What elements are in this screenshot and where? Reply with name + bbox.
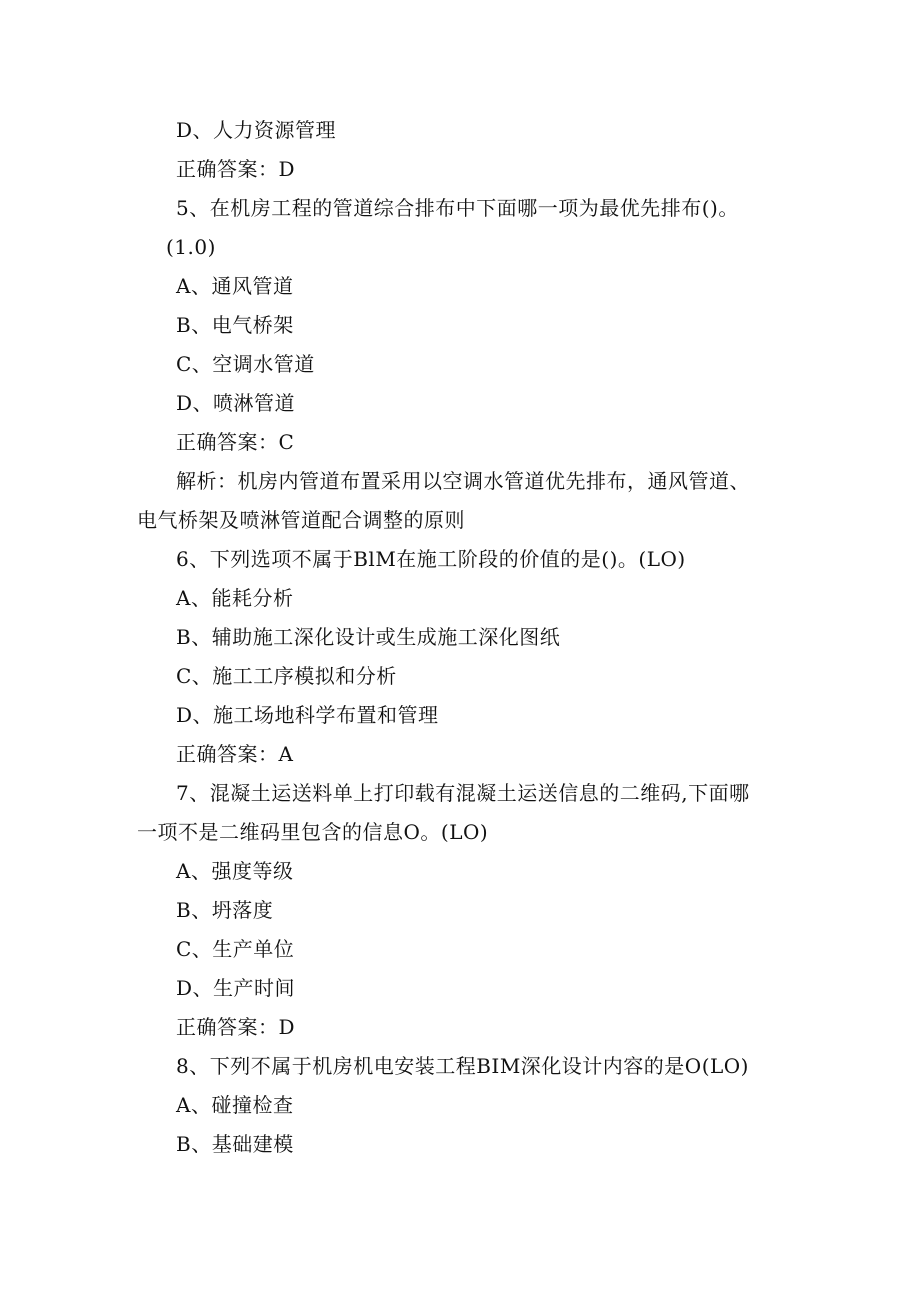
option-d-q7: D、生产时间 [176,976,296,1000]
option-b-q8: B、基础建模 [176,1132,294,1156]
option-a-q5: A、通风管道 [176,274,294,298]
option-a-q7: A、强度等级 [176,859,294,883]
option-c-q5: C、空调水管道 [176,352,315,376]
answer-q4: 正确答案：D [176,157,296,181]
option-c-q6: C、施工工序模拟和分析 [176,664,397,688]
explanation-q5: 解析：机房内管道布置采用以空调水管道优先排布，通风管道、 [176,469,750,493]
question-8: 8、下列不属于机房机电安装工程BIM深化设计内容的是O(LO) [176,1054,749,1078]
explanation-q5-continued: 电气桥架及喷淋管道配合调整的原则 [137,508,465,532]
question-7-continued: 一项不是二维码里包含的信息O。(LO) [137,820,489,844]
option-b-q5: B、电气桥架 [176,313,294,337]
option-c-q7: C、生产单位 [176,937,295,961]
option-b-q6: B、辅助施工深化设计或生成施工深化图纸 [176,625,561,649]
question-7: 7、混凝土运送料单上打印载有混凝土运送信息的二维码,下面哪 [176,781,750,805]
question-5-score: (1.0) [166,235,216,259]
option-a-q8: A、碰撞检查 [176,1093,294,1117]
option-b-q7: B、坍落度 [176,898,274,922]
answer-q5: 正确答案：C [176,430,295,454]
question-6: 6、下列选项不属于BlM在施工阶段的价值的是()。(LO) [176,547,686,571]
answer-q6: 正确答案：A [176,742,294,766]
answer-q7: 正确答案：D [176,1015,296,1039]
option-d-q5: D、喷淋管道 [176,391,296,415]
option-a-q6: A、能耗分析 [176,586,294,610]
option-d-q6: D、施工场地科学布置和管理 [176,703,439,727]
question-5: 5、在机房工程的管道综合排布中下面哪一项为最优先排布()。 [176,196,739,220]
option-d-q4: D、人力资源管理 [176,118,337,142]
